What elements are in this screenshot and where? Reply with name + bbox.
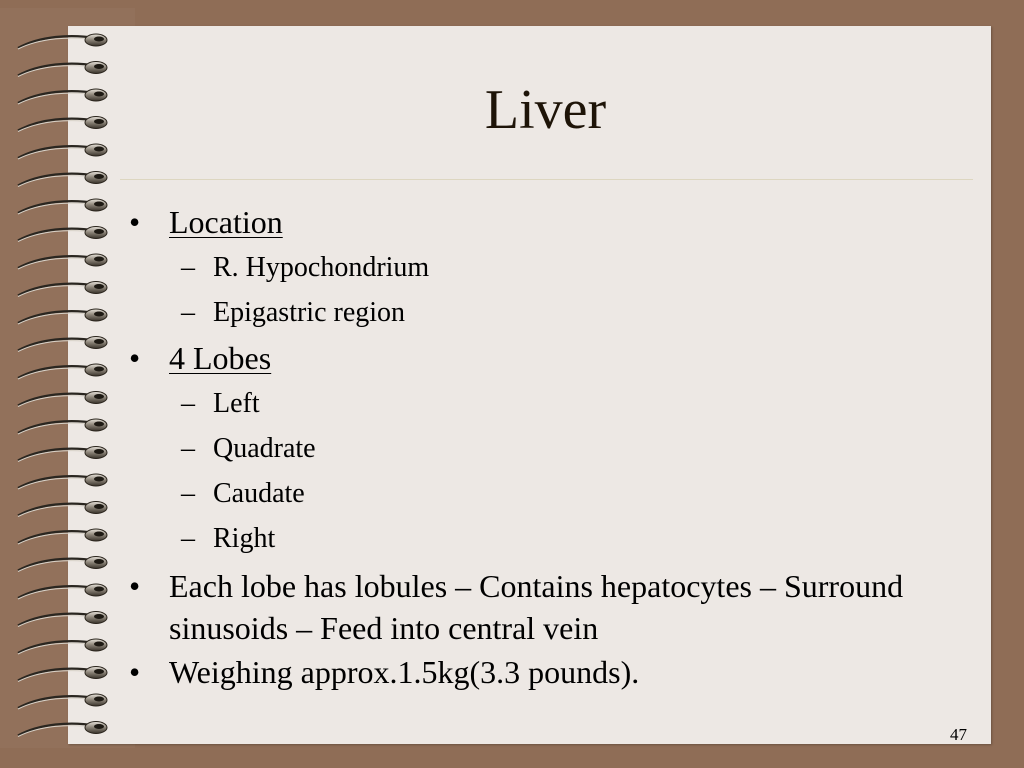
binding-ring — [18, 34, 107, 49]
dash-icon: – — [181, 523, 195, 554]
bullet-text: Weighing approx.1.5kg(3.3 pounds). — [169, 654, 640, 690]
binding-ring — [18, 584, 107, 599]
dash-icon: – — [181, 388, 195, 419]
bullet-icon: • — [129, 568, 141, 604]
dash-icon: – — [181, 297, 195, 328]
binding-ring — [18, 227, 107, 242]
bullet-item — [126, 337, 956, 379]
binding-ring — [18, 667, 107, 682]
bullet-icon: • — [129, 340, 141, 376]
bullet-text: Each lobe has lobules – Contains hepatocytes – Surround sinusoids – Feed into central vein — [169, 568, 904, 646]
binding-ring — [18, 144, 107, 159]
sub-bullet-item — [126, 245, 956, 290]
sub-bullet-item — [126, 381, 956, 426]
dash-icon: – — [181, 252, 195, 283]
bullet-item — [126, 201, 956, 243]
sub-bullet-text: R. Hypochondrium — [213, 252, 430, 283]
bullet-icon: • — [129, 654, 141, 690]
bullet-item — [126, 565, 956, 649]
binding-ring — [18, 502, 107, 517]
binding-ring — [18, 392, 107, 407]
sub-bullet-item — [126, 516, 956, 561]
binding-ring — [18, 62, 107, 77]
sub-bullet-item — [126, 426, 956, 471]
binding-ring — [18, 474, 107, 489]
sub-bullet-text: Right — [213, 523, 276, 554]
title-divider — [120, 179, 973, 180]
sub-bullet-text: Left — [213, 388, 260, 419]
binding-ring — [18, 639, 107, 654]
binding-ring — [18, 694, 107, 709]
binding-ring — [18, 447, 107, 462]
binding-ring — [18, 557, 107, 572]
sub-bullet-item — [126, 290, 956, 335]
sub-bullet-item — [126, 471, 956, 516]
bullet-text: 4 Lobes — [169, 340, 272, 376]
binding-ring — [18, 419, 107, 434]
binding-ring — [18, 364, 107, 379]
binding-ring — [18, 282, 107, 297]
page-number: 47 — [950, 725, 967, 744]
sub-bullet-text: Quadrate — [213, 433, 316, 464]
dash-icon: – — [181, 478, 195, 509]
binding-ring — [18, 172, 107, 187]
dash-icon: – — [181, 433, 195, 464]
bullet-text: Location — [169, 204, 283, 240]
binding-ring — [18, 337, 107, 352]
bullet-list — [126, 201, 956, 693]
binding-ring — [18, 199, 107, 214]
slide-title: Liver — [484, 79, 607, 141]
binding-ring — [18, 722, 107, 737]
binding-ring — [18, 309, 107, 324]
binding-ring — [18, 254, 107, 269]
bullet-icon: • — [129, 204, 141, 240]
bullet-item — [126, 651, 956, 693]
sub-bullet-text: Epigastric region — [213, 297, 406, 328]
binding-ring — [18, 612, 107, 627]
sub-bullet-text: Caudate — [213, 478, 305, 509]
binding-ring — [18, 529, 107, 544]
